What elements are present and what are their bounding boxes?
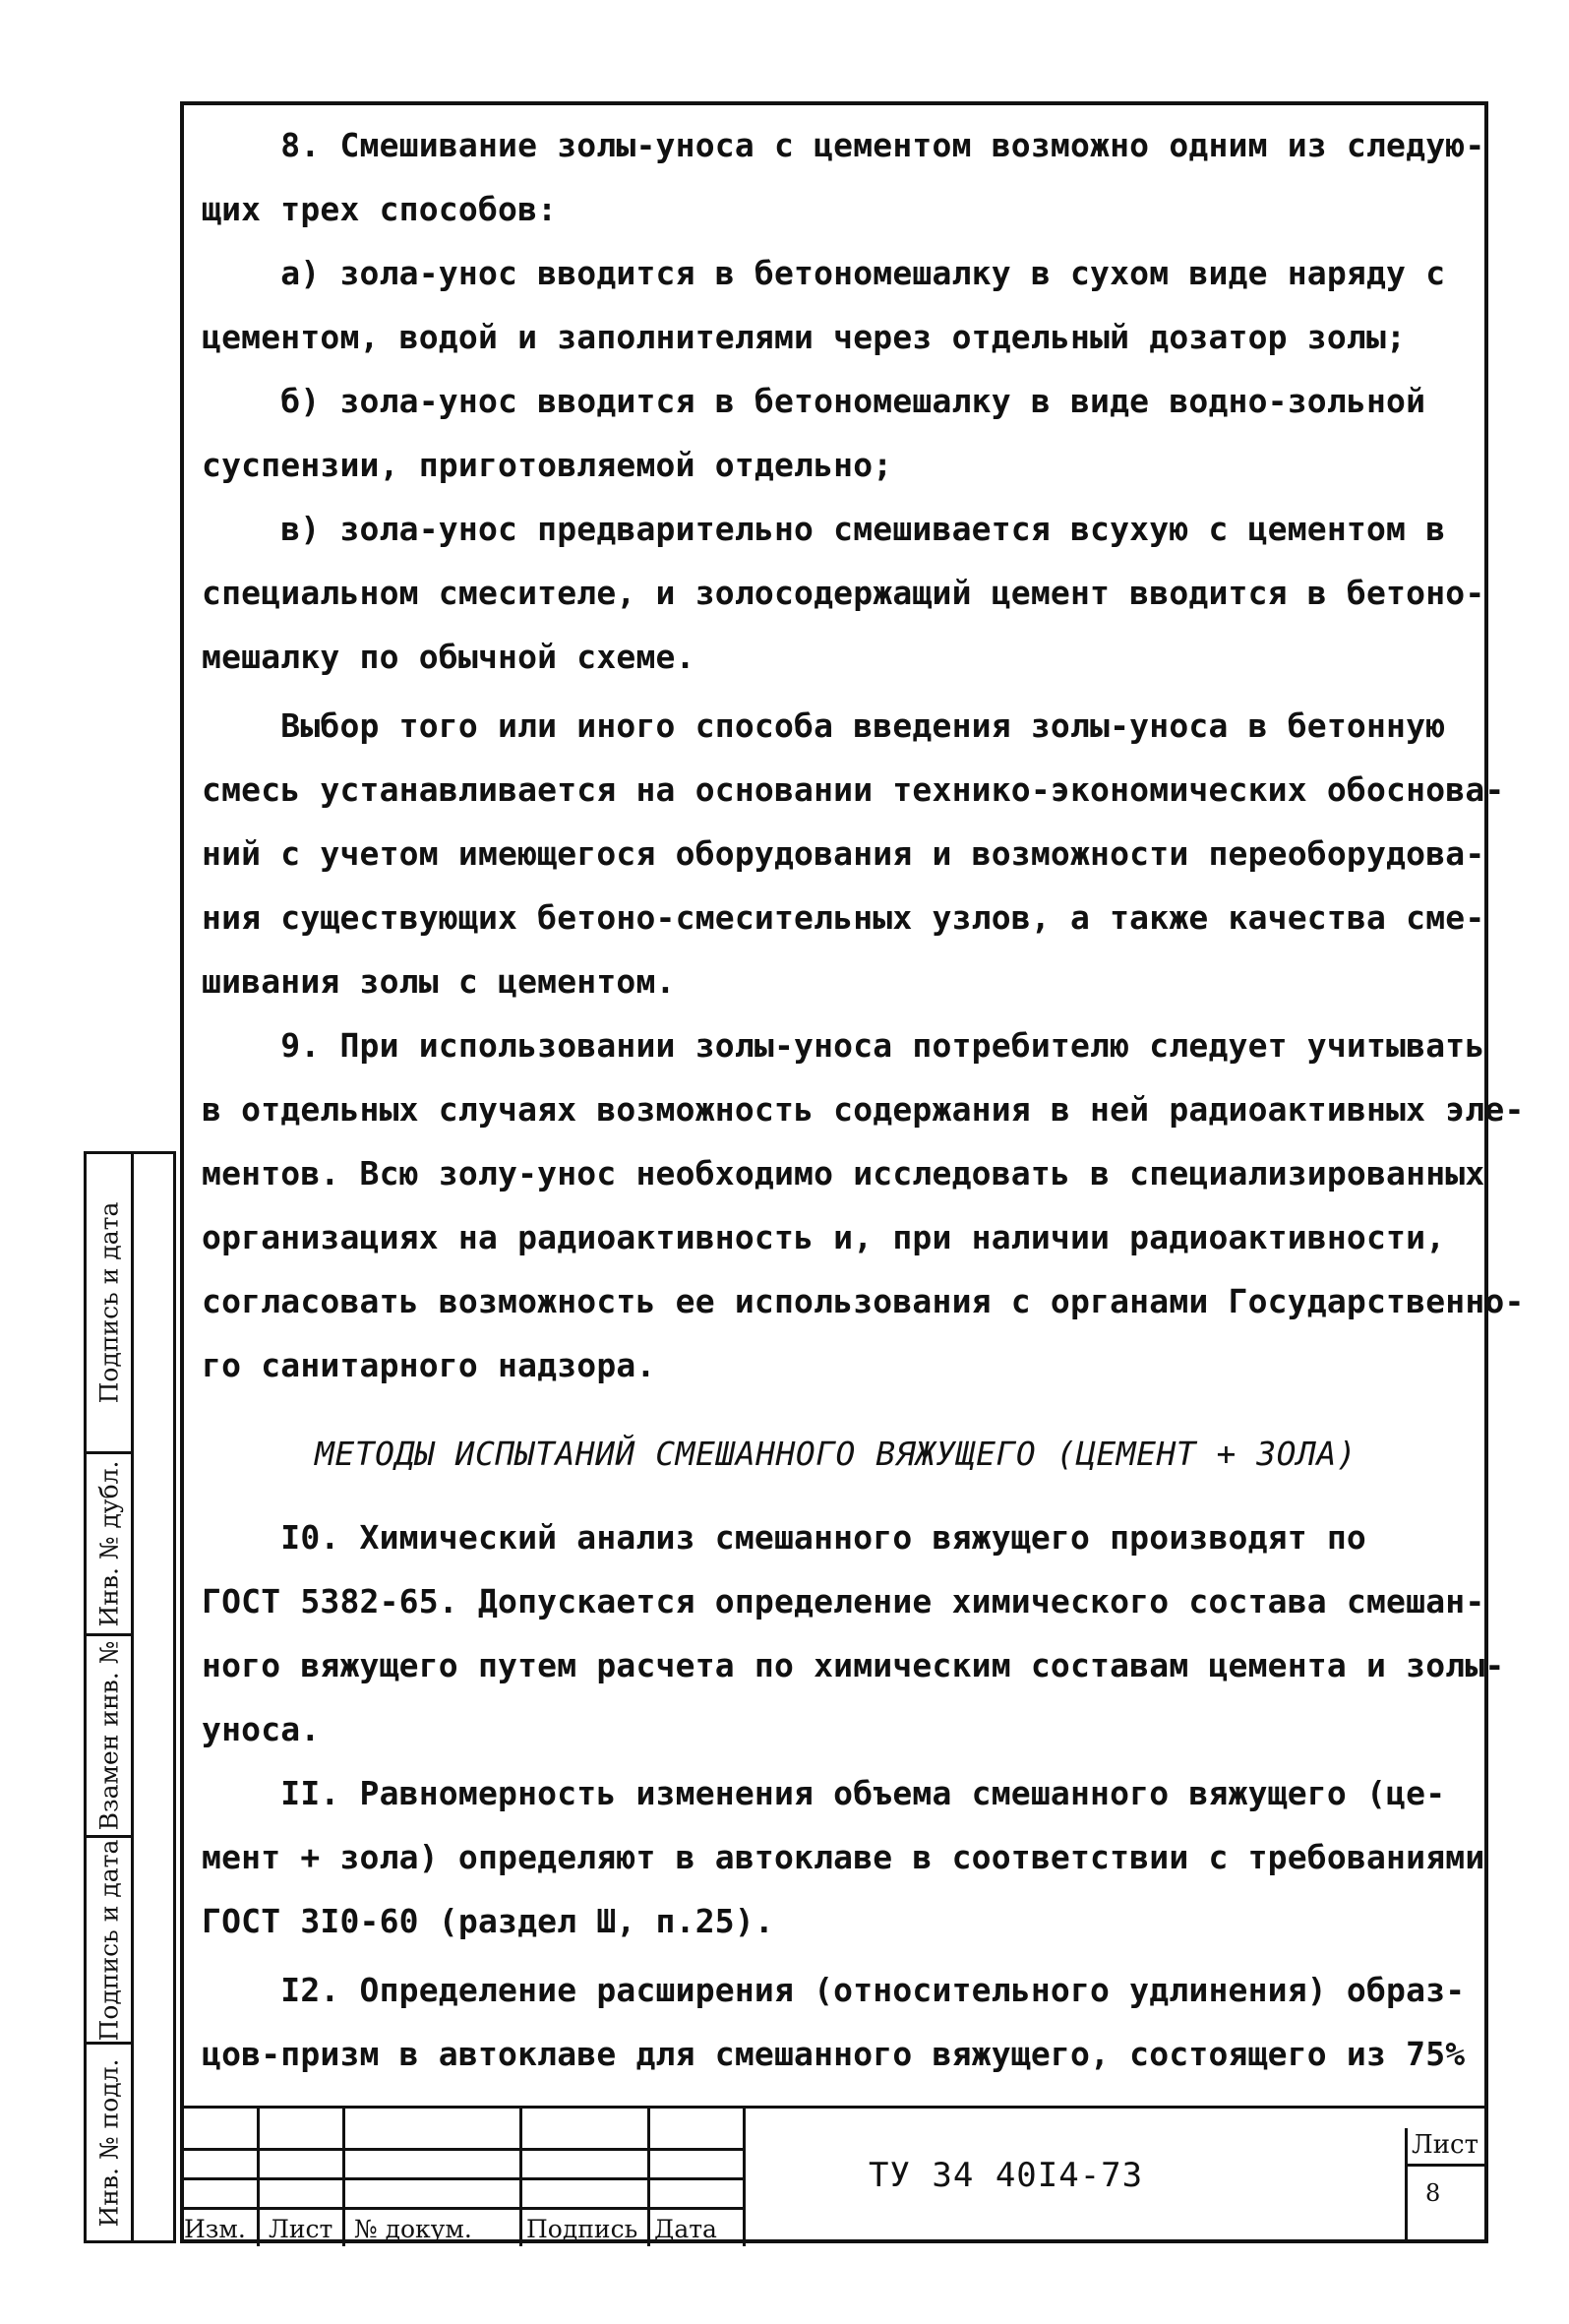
body-line: ния существующих бетоно-смесительных узлов, а также качества сме-	[202, 898, 1485, 937]
body-line: а) зола-унос вводится в бетономешалку в сухом виде наряду с	[202, 254, 1446, 292]
sheet-label: Лист	[1412, 2130, 1478, 2160]
title-block-row-line	[180, 2207, 746, 2210]
side-label-original-inventory: Инв. № подл.	[94, 2058, 123, 2227]
title-block-col-line	[519, 2109, 522, 2246]
side-cell-signature-date-1	[87, 1154, 131, 1454]
body-line: I2. Определение расширения (относительного удлинения) образ-	[202, 1971, 1466, 2009]
title-block	[180, 2106, 1488, 2243]
caption-signature: Подпись	[526, 2215, 638, 2243]
body-line: щих трех способов:	[202, 190, 558, 228]
body-line: мешалку по обычной схеме.	[202, 638, 695, 676]
body-line: ГОСТ 5382-65. Допускается определение химического состава смешан-	[202, 1582, 1485, 1621]
title-block-col-line	[647, 2109, 650, 2246]
caption-sheet: Лист	[269, 2215, 333, 2243]
sheet-number: 8	[1425, 2179, 1441, 2207]
caption-change: Изм.	[184, 2215, 246, 2243]
sheet-number-box	[1405, 2128, 1485, 2243]
body-line: цементом, водой и заполнителями через отдельный дозатор золы;	[202, 318, 1407, 356]
body-line: уноса.	[202, 1710, 321, 1748]
body-line: в) зола-унос предварительно смешивается всухую с цементом в	[202, 510, 1446, 548]
sheet-box-divider	[1408, 2164, 1488, 2167]
side-stamp-divider	[131, 1154, 134, 2240]
side-cell-dup-inventory	[87, 1454, 131, 1636]
body-line: согласовать возможность ее использования с органами Государственно-	[202, 1282, 1525, 1320]
body-line: шивания золы с цементом.	[202, 962, 676, 1001]
side-label-signature-date-1: Подпись и дата	[94, 1201, 123, 1404]
caption-date: Дата	[654, 2215, 717, 2243]
body-line: б) зола-унос вводится в бетономешалку в виде водно-зольной	[202, 382, 1426, 420]
body-line: II. Равномерность изменения объема смешанного вяжущего (це-	[202, 1774, 1446, 1812]
side-cell-signature-date-2	[87, 1838, 131, 2045]
body-line: I0. Химический анализ смешанного вяжущего производят по	[202, 1518, 1366, 1557]
body-line: ний с учетом имеющегося оборудования и возможности переоборудова-	[202, 834, 1485, 873]
side-cell-replaces-inventory	[87, 1636, 131, 1838]
body-line: смесь устанавливается на основании технико-экономических обоснова-	[202, 770, 1505, 809]
section-heading: МЕТОДЫ ИСПЫТАНИЙ СМЕШАННОГО ВЯЖУЩЕГО (ЦЕМЕНТ + ЗОЛА)	[315, 1435, 1358, 1473]
body-line: Выбор того или иного способа введения золы-уноса в бетонную	[202, 706, 1446, 745]
title-block-col-line	[257, 2109, 260, 2246]
side-label-dup-inventory: Инв. № дубл.	[94, 1460, 123, 1627]
body-line: 9. При использовании золы-уноса потребителю следует учитывать	[202, 1026, 1485, 1065]
title-block-row-line	[180, 2148, 746, 2151]
caption-document-number: № докум.	[354, 2215, 472, 2243]
body-line: 8. Смешивание золы-уноса с цементом возможно одним из следую-	[202, 126, 1485, 164]
side-label-replaces-inventory: Взамен инв. №	[94, 1640, 123, 1831]
body-line: ГОСТ 3I0-60 (раздел Ш, п.25).	[202, 1902, 774, 1940]
body-line: специальном смесителе, и золосодержащий цемент вводится в бетоно-	[202, 574, 1485, 612]
body-line: организациях на радиоактивность и, при наличии радиоактивности,	[202, 1218, 1446, 1256]
body-line: цов-призм в автоклаве для смешанного вяжущего, состоящего из 75%	[202, 2035, 1466, 2073]
body-line: мент + зола) определяют в автоклаве в соответствии с требованиями	[202, 1838, 1485, 1876]
body-line: го санитарного надзора.	[202, 1346, 656, 1384]
side-stamp-column	[84, 1151, 176, 2243]
title-block-col-line	[342, 2109, 345, 2246]
document-code: ТУ 34 40I4-73	[869, 2156, 1144, 2195]
side-label-signature-date-2: Подпись и дата	[94, 1839, 123, 2041]
body-line: в отдельных случаях возможность содержания в ней радиоактивных эле-	[202, 1090, 1525, 1129]
title-block-col-line	[743, 2109, 746, 2246]
body-line: суспензии, приготовляемой отдельно;	[202, 446, 893, 484]
side-cell-original-inventory	[87, 2045, 131, 2240]
body-line: ного вяжущего путем расчета по химическим составам цемента и золы-	[202, 1646, 1505, 1684]
body-line: ментов. Всю золу-унос необходимо исследовать в специализированных	[202, 1154, 1485, 1193]
title-block-row-line	[180, 2177, 746, 2180]
